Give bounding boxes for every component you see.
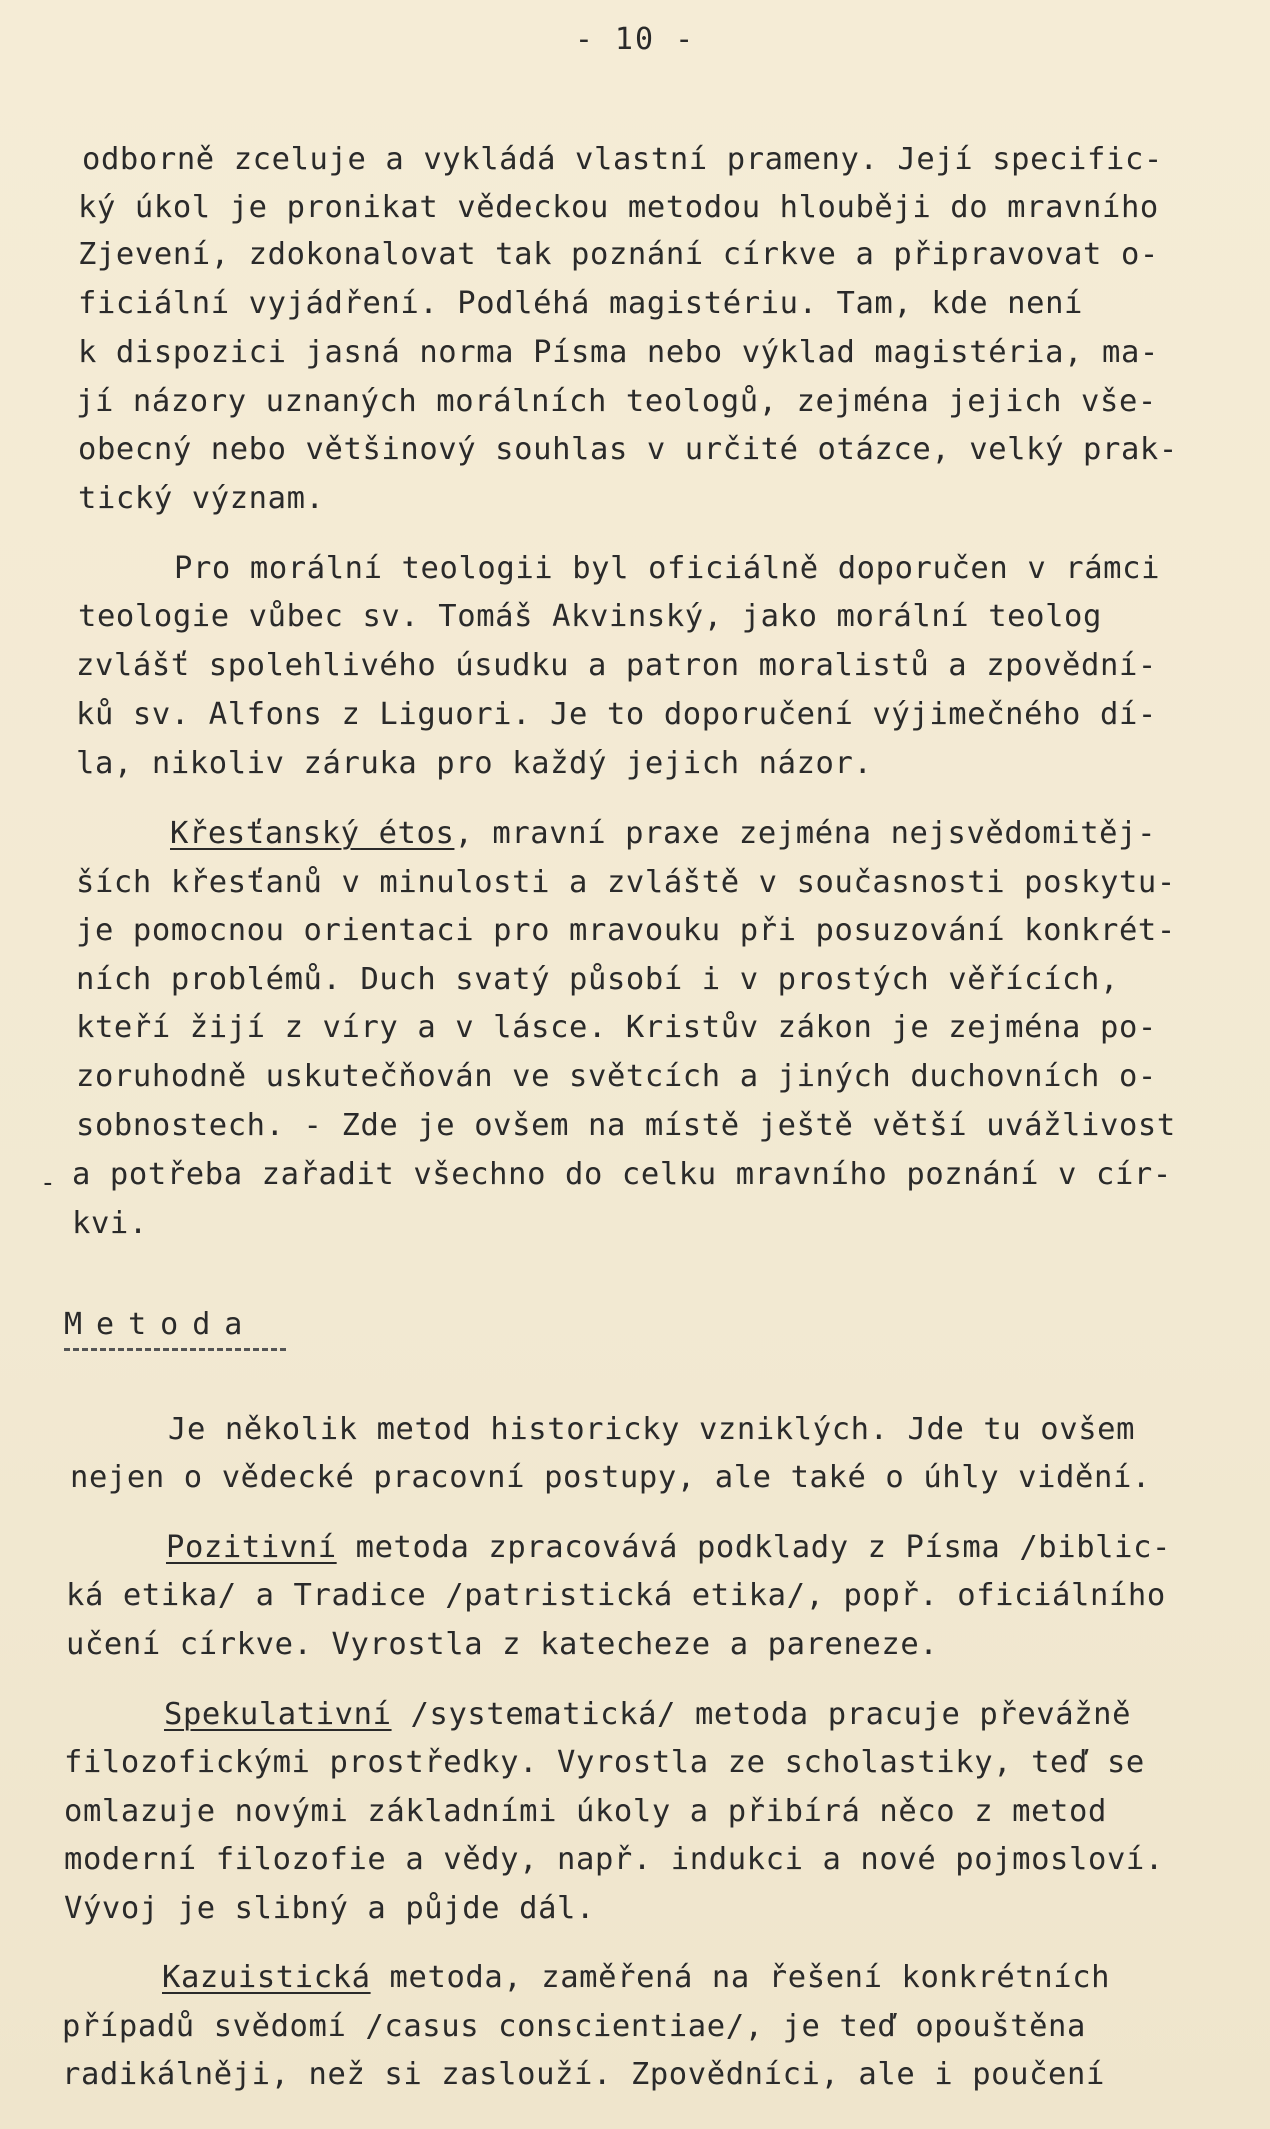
text-line: teologie vůbec sv. Tomáš Akvinský, jako morální teolog <box>78 599 1102 634</box>
text-line: moderní filozofie a vědy, např. indukci a nové pojmosloví. <box>64 1842 1164 1877</box>
text-line: Křesťanský étos, mravní praxe zejména nejsvědomitěj- <box>170 816 1157 851</box>
text-line: Kazuistická metoda, zaměřená na řešení konkrétních <box>162 1960 1111 1995</box>
text-line: Vývoj je slibný a půjde dál. <box>64 1891 595 1926</box>
text-line: radikálněji, než si zaslouží. Zpovědníci, ale i poučení <box>62 2057 1105 2092</box>
text-line: zoruhodně uskutečňován ve světcích a jiných duchovních o- <box>76 1059 1157 1094</box>
text-line: Zjevení, zdokonalovat tak poznání církve a připravovat o- <box>78 237 1159 272</box>
text-line: filozofickými prostředky. Vyrostla ze scholastiky, teď se <box>64 1745 1145 1780</box>
text-line: ká etika/ a Tradice /patristická etika/, popř. oficiálního <box>66 1578 1166 1613</box>
text-line: Pro morální teologii byl oficiálně doporučen v rámci <box>174 551 1161 586</box>
text-line: obecný nebo většinový souhlas v určité otázce, velký prak- <box>78 432 1178 467</box>
text-line: je pomocnou orientaci pro mravouku při posuzování konkrét- <box>76 913 1176 948</box>
text-line: a potřeba zařadit všechno do celku mravního poznání v cír- <box>72 1157 1172 1192</box>
text-line: Pozitivní metoda zpracovává podklady z Písma /biblic- <box>166 1530 1172 1565</box>
text-line: ních problémů. Duch svatý působí i v prostých věřících, <box>76 962 1119 997</box>
text-line: ších křesťanů v minulosti a zvláště v současnosti poskytu- <box>76 865 1176 900</box>
underlined-term: Pozitivní <box>166 1530 337 1565</box>
text-line: Spekulativní /systematická/ metoda pracuje převážně <box>164 1697 1132 1732</box>
text-line: případů svědomí /casus conscientiae/, je teď opouštěna <box>62 2009 1086 2044</box>
text-line: kteří žijí z víry a v lásce. Kristův zákon je zejména po- <box>76 1010 1157 1045</box>
text-line: k dispozici jasná norma Písma nebo výklad magistéria, ma- <box>78 335 1159 370</box>
text-line: ký úkol je pronikat vědeckou metodou hlouběji do mravního <box>78 190 1159 225</box>
margin-mark: - <box>40 1168 56 1198</box>
text-line: zvlášť spolehlivého úsudku a patron moralistů a zpovědní- <box>76 648 1157 683</box>
underlined-term: Spekulativní <box>164 1697 392 1732</box>
page-number: - 10 - <box>574 22 696 57</box>
text-line: la, nikoliv záruka pro každý jejich názor. <box>76 746 873 781</box>
text-line: Je několik metod historicky vzniklých. Jde tu ovšem <box>168 1412 1136 1447</box>
text-line: omlazuje novými základními úkoly a přibírá něco z metod <box>64 1794 1107 1829</box>
underlined-term: Kazuistická <box>162 1960 371 1995</box>
text-line: kvi. <box>72 1206 148 1241</box>
text-line: tický význam. <box>78 481 325 516</box>
text-line: ficiální vyjádření. Podléhá magistériu. Tam, kde není <box>78 286 1084 321</box>
text-line: ků sv. Alfons z Liguori. Je to doporučení výjimečného dí- <box>76 697 1157 732</box>
text-line: jí názory uznaných morálních teologů, zejména jejich vše- <box>76 384 1157 419</box>
section-heading: Metoda <box>64 1307 286 1351</box>
text-line: odborně zceluje a vykládá vlastní prameny. Její specific- <box>82 142 1163 177</box>
text-line: učení církve. Vyrostla z katecheze a pareneze. <box>66 1627 939 1662</box>
underlined-term: Křesťanský étos <box>170 816 455 851</box>
text-line: nejen o vědecké pracovní postupy, ale také o úhly vidění. <box>70 1460 1151 1495</box>
text-line: sobnostech. - Zde je ovšem na místě ještě větší uvážlivost <box>76 1108 1176 1143</box>
